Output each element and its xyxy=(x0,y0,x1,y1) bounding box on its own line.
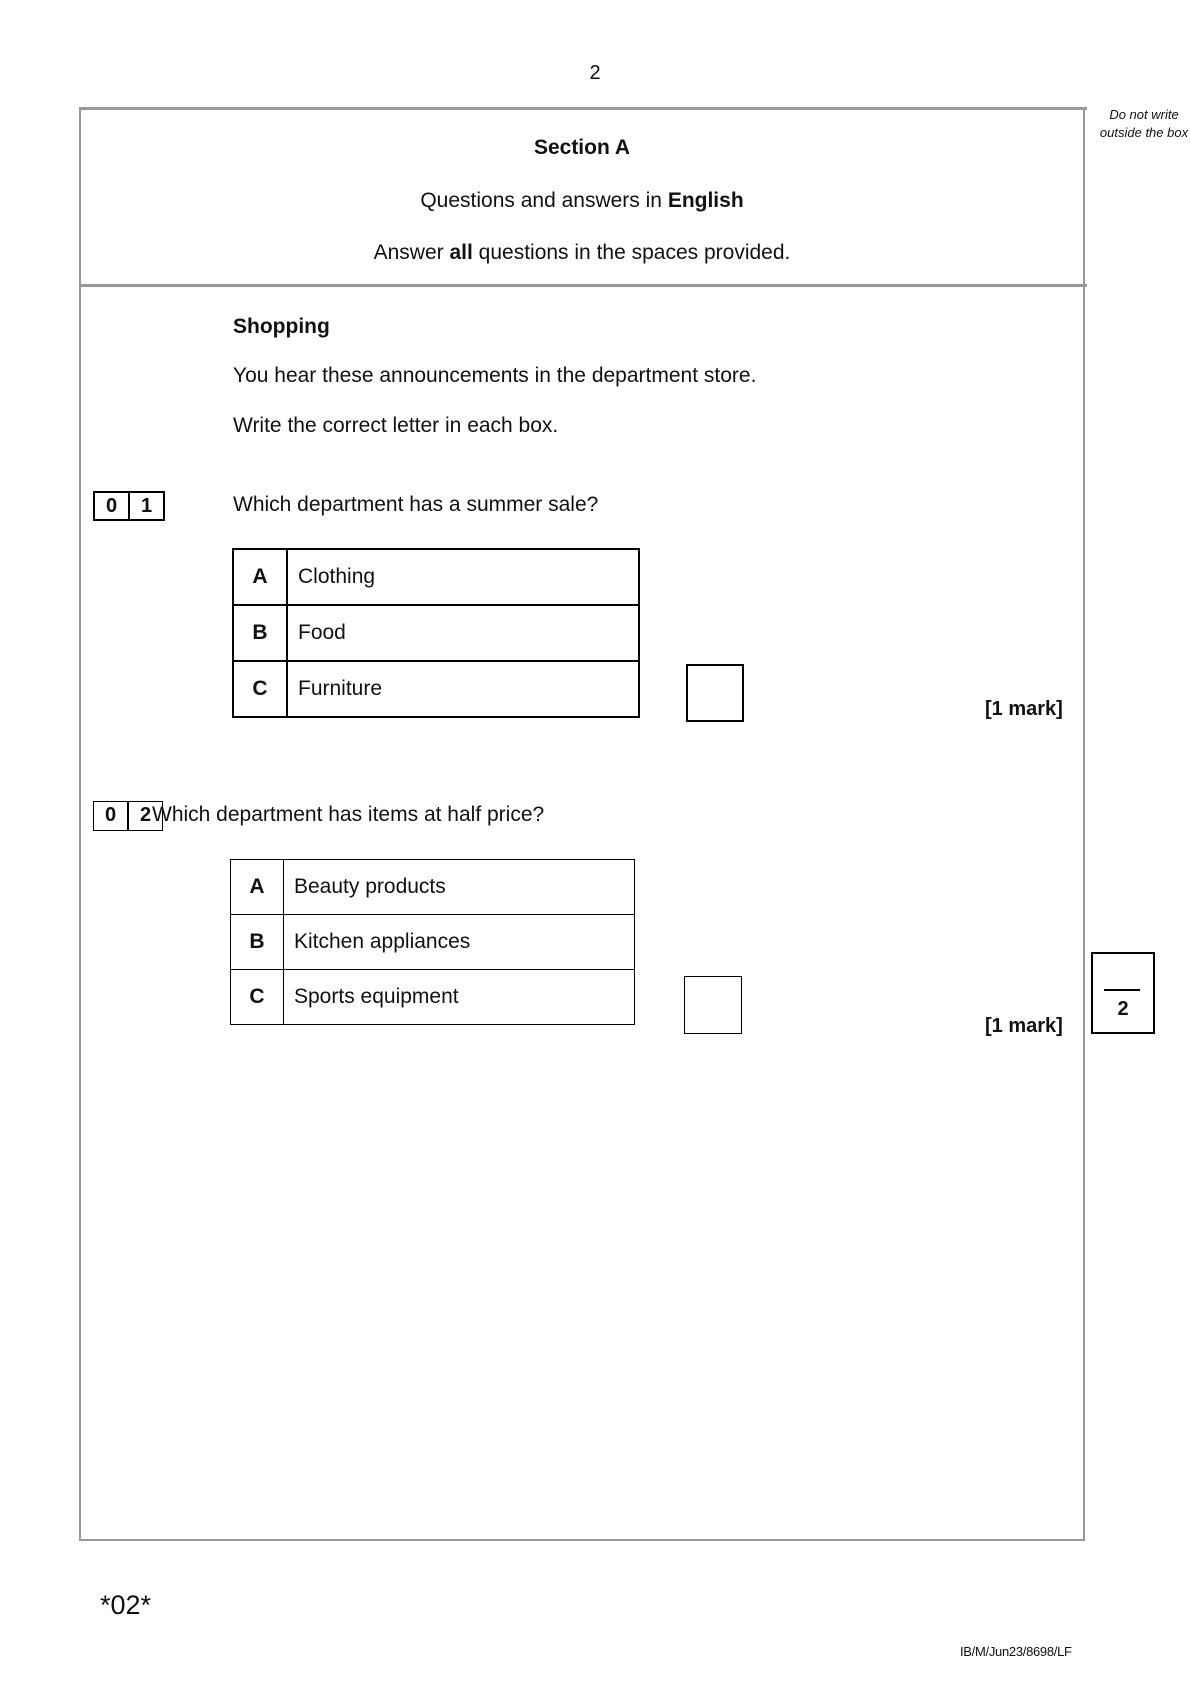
page-number: 2 xyxy=(589,62,601,84)
page-total-value: 2 xyxy=(1117,998,1129,1020)
document-reference: IB/M/Jun23/8698/LF xyxy=(960,1644,1072,1659)
question-02-options xyxy=(230,859,635,1025)
frame-top-rule xyxy=(79,107,1087,110)
option-row xyxy=(233,549,639,605)
section-title: Section A xyxy=(533,136,631,159)
topic-title: Shopping xyxy=(233,315,330,338)
option-row xyxy=(233,605,639,661)
instruction-suffix: questions in the spaces provided. xyxy=(472,241,791,264)
option-row xyxy=(231,915,635,970)
question-01-text: Which department has a summer sale? xyxy=(233,493,599,516)
option-text: Food xyxy=(287,605,639,661)
question-02-answer-box[interactable] xyxy=(684,976,742,1034)
page-total-line xyxy=(1104,989,1140,991)
question-digit: 1 xyxy=(128,493,163,519)
topic-intro: You hear these announcements in the department store. xyxy=(233,364,757,387)
question-01-mark: [1 mark] xyxy=(985,698,1063,720)
question-digit: 2 xyxy=(127,802,162,830)
margin-note: Do not write outside the box xyxy=(1099,107,1189,140)
instruction-prefix: Answer xyxy=(373,241,450,264)
subtitle-language: English xyxy=(667,189,744,212)
option-row xyxy=(233,661,639,717)
option-letter: B xyxy=(233,605,287,661)
option-row xyxy=(231,970,635,1025)
question-number-01 xyxy=(93,491,165,521)
option-row xyxy=(231,860,635,915)
question-01-options xyxy=(232,548,640,718)
question-01-answer-box[interactable] xyxy=(686,664,744,722)
question-02-mark: [1 mark] xyxy=(985,1015,1063,1037)
option-text: Kitchen appliances xyxy=(284,915,635,970)
topic-instruction: Write the correct letter in each box. xyxy=(233,414,559,437)
page-total-box xyxy=(1091,952,1155,1034)
question-02-text: Which department has items at half price? xyxy=(152,803,545,826)
option-text: Furniture xyxy=(287,661,639,717)
option-letter: B xyxy=(231,915,284,970)
section-instruction xyxy=(79,241,1085,265)
option-letter: C xyxy=(231,970,284,1025)
instruction-emphasis: all xyxy=(449,241,473,264)
option-text: Sports equipment xyxy=(284,970,635,1025)
section-subtitle xyxy=(79,189,1085,213)
question-digit: 0 xyxy=(105,495,118,517)
page-code: *02* xyxy=(100,1590,152,1620)
option-letter: A xyxy=(233,549,287,605)
subtitle-text: Questions and answers in xyxy=(420,189,668,212)
option-letter: C xyxy=(233,661,287,717)
section-header-rule xyxy=(79,284,1087,287)
option-letter: A xyxy=(231,860,284,915)
option-text: Beauty products xyxy=(284,860,635,915)
question-digit: 0 xyxy=(104,804,117,826)
option-text: Clothing xyxy=(287,549,639,605)
